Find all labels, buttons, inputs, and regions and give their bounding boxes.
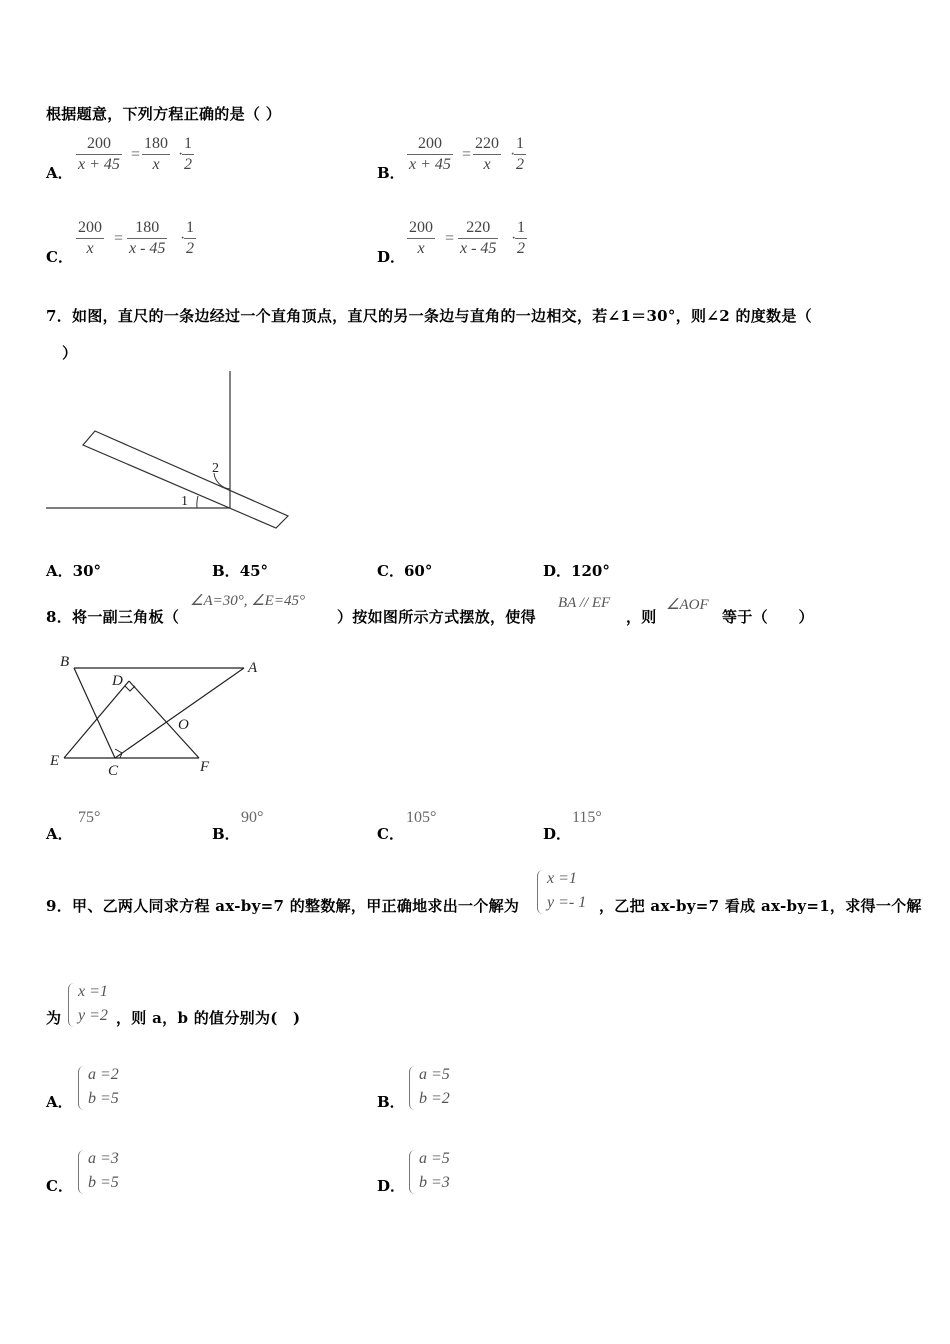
q6-b-half-fraction xyxy=(514,134,526,175)
numerator: 200 xyxy=(86,135,111,152)
q8-stem-c: ，则 xyxy=(626,608,657,626)
brace xyxy=(537,870,545,914)
q6-a-half-fraction xyxy=(182,134,194,175)
q7-stem-line2: ） xyxy=(62,344,78,362)
numerator: 1 xyxy=(184,135,192,152)
q7-ruler-figure xyxy=(40,365,300,530)
denominator: 2 xyxy=(184,156,192,173)
option-letter: C． xyxy=(377,562,404,580)
option-value: 60° xyxy=(403,562,433,580)
option-value: 120° xyxy=(571,562,610,580)
denominator: x + 45 xyxy=(409,156,451,173)
q8-option-a-value: 75° xyxy=(78,809,101,826)
q9-option-a-label[interactable]: A． xyxy=(46,1093,73,1111)
q9-option-c-label[interactable]: C． xyxy=(46,1177,73,1195)
denominator: x - 45 xyxy=(460,240,497,257)
q9-stem-b: ，乙把 ax-by=7 看成 ax-by=1，求得一个解 xyxy=(599,897,922,915)
q8-stem-d: 等于（ ） xyxy=(722,608,814,626)
q8-triangle-figure xyxy=(44,648,269,783)
segment-CA xyxy=(115,668,244,758)
denominator: x + 45 xyxy=(78,156,120,173)
ruler xyxy=(83,431,288,528)
dot-sign: · xyxy=(180,230,186,247)
denominator: x xyxy=(142,154,170,175)
q9-option-d-label[interactable]: D． xyxy=(377,1177,406,1195)
q8-option-c-label[interactable]: C． xyxy=(377,825,404,843)
numerator: 200 xyxy=(417,135,442,152)
segment-ED xyxy=(64,681,129,758)
q6-d-rhs-fraction xyxy=(458,218,498,259)
q6-c-half-fraction xyxy=(184,218,196,259)
equation-line-1: a =5 xyxy=(419,1066,450,1083)
numerator: 1 xyxy=(516,135,524,152)
numerator: 200 xyxy=(78,219,102,236)
q8-option-b-label[interactable]: B． xyxy=(212,825,240,843)
denominator: 2 xyxy=(186,240,194,257)
q8-option-d-label[interactable]: D． xyxy=(543,825,572,843)
q7-option-d[interactable] xyxy=(543,560,610,581)
equation-line-1: x =1 xyxy=(547,870,577,887)
point-label-E: E xyxy=(50,753,60,769)
equation-line-1: a =5 xyxy=(419,1150,450,1167)
q6-d-lhs-fraction xyxy=(407,218,435,259)
option-value: 45° xyxy=(239,562,269,580)
q6-c-rhs-fraction xyxy=(127,218,167,259)
q7-option-a[interactable] xyxy=(46,560,101,581)
option-letter: D． xyxy=(543,562,572,580)
equation-line-2: b =5 xyxy=(88,1174,119,1191)
q6-a-lhs-fraction xyxy=(76,134,122,175)
numerator: 220 xyxy=(466,219,491,236)
point-label-F: F xyxy=(200,759,210,775)
brace xyxy=(409,1066,417,1110)
point-label-O: O xyxy=(178,717,189,733)
equals-sign: = xyxy=(114,230,124,247)
angle-1-label: 1 xyxy=(181,494,188,509)
brace xyxy=(68,983,76,1027)
q8-option-c-value: 105° xyxy=(406,809,437,826)
q6-a-rhs-fraction xyxy=(142,134,170,175)
q8-option-a-label[interactable]: A． xyxy=(46,825,73,843)
denominator: 2 xyxy=(517,240,525,257)
denominator: x xyxy=(473,154,501,175)
equation-line-2: b =2 xyxy=(419,1090,450,1107)
q9-option-b-label[interactable]: B． xyxy=(377,1093,405,1111)
denominator: x - 45 xyxy=(129,240,166,257)
numerator: 180 xyxy=(144,135,168,152)
q6-stem: 根据题意，下列方程正确的是（ ） xyxy=(46,105,282,123)
option-letter: B． xyxy=(212,562,240,580)
equals-sign: = xyxy=(462,146,472,163)
q6-option-c-label[interactable]: C． xyxy=(46,248,73,266)
equation-line-2: y =2 xyxy=(78,1007,108,1024)
equation-line-2: b =3 xyxy=(419,1174,450,1191)
equation-line-2: b =5 xyxy=(88,1090,119,1107)
denominator: 2 xyxy=(516,156,524,173)
q6-option-a-label[interactable]: A． xyxy=(46,164,73,182)
q9-stem-a: 9．甲、乙两人同求方程 ax-by=7 的整数解，甲正确地求出一个解为 xyxy=(46,897,520,915)
point-label-A: A xyxy=(248,660,258,676)
q9-stem-c-pre: 为 xyxy=(46,1009,62,1027)
point-label-B: B xyxy=(60,654,70,670)
brace xyxy=(78,1066,86,1110)
dot-sign: · xyxy=(510,146,516,163)
q6-b-rhs-fraction xyxy=(473,134,501,175)
equation-line-1: x =1 xyxy=(78,983,108,1000)
q8-angle-condition: ∠A=30°, ∠E=45° xyxy=(190,593,305,609)
denominator: x xyxy=(76,238,104,259)
q8-stem-b: ）按如图所示方式摆放，使得 xyxy=(337,608,536,626)
option-letter: A． xyxy=(46,562,73,580)
equation-line-2: y =- 1 xyxy=(547,894,587,911)
q6-option-b-label[interactable]: B． xyxy=(377,164,405,182)
option-value: 30° xyxy=(72,562,102,580)
angle-2-label: 2 xyxy=(212,461,219,476)
numerator: 180 xyxy=(135,219,160,236)
equals-sign: = xyxy=(445,230,455,247)
equals-sign: = xyxy=(131,146,141,163)
equation-line-1: a =3 xyxy=(88,1150,119,1167)
q6-d-half-fraction xyxy=(515,218,527,259)
brace xyxy=(409,1150,417,1194)
q8-option-b-value: 90° xyxy=(241,809,264,826)
numerator: 200 xyxy=(409,219,433,236)
q7-option-b[interactable] xyxy=(212,560,268,581)
q7-option-c[interactable] xyxy=(377,560,432,581)
dot-sign: · xyxy=(178,146,184,163)
denominator: x xyxy=(407,238,435,259)
dot-sign: · xyxy=(511,230,517,247)
q7-stem-line1: 7．如图，直尺的一条边经过一个直角顶点，直尺的另一条边与直角的一边相交，若∠1＝30°，则∠2 的度数是（ xyxy=(46,307,812,325)
q9-stem-c-post: ，则 a，b 的值分别为( ) xyxy=(116,1009,301,1027)
numerator: 220 xyxy=(475,135,499,152)
q6-c-lhs-fraction xyxy=(76,218,104,259)
q6-option-d-label[interactable]: D． xyxy=(377,248,406,266)
numerator: 1 xyxy=(517,219,525,236)
angle-1-arc xyxy=(197,496,198,508)
equation-line-1: a =2 xyxy=(88,1066,119,1083)
numerator: 1 xyxy=(186,219,194,236)
point-label-C: C xyxy=(108,763,119,779)
point-label-D: D xyxy=(112,673,123,689)
q8-stem-a: 8．将一副三角板（ xyxy=(46,608,180,626)
q8-option-d-value: 115° xyxy=(572,809,602,826)
segment-BC xyxy=(74,668,115,758)
q8-target-angle: ∠AOF xyxy=(666,597,709,613)
q8-parallel-condition: BA // EF xyxy=(558,595,611,611)
q6-b-lhs-fraction xyxy=(407,134,453,175)
brace xyxy=(78,1150,86,1194)
